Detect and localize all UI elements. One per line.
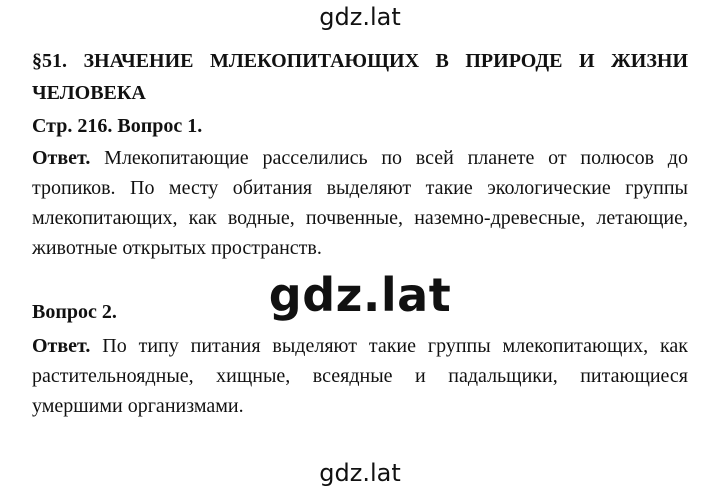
answer-1-label: Ответ. <box>32 147 91 169</box>
watermark-bottom: gdz.lat <box>319 459 401 487</box>
answer-1-paragraph <box>32 143 688 263</box>
question-2-heading: Вопрос 2. <box>32 301 117 323</box>
answer-2-text: По типу питания выделяют такие группы млекопитающих, как растительноядные, хищные, всеядные и падальщики, питающиеся умершими организмами. <box>32 335 688 417</box>
section-title: §51. ЗНАЧЕНИЕ МЛЕКОПИТАЮЩИХ В ПРИРОДЕ И ЖИЗНИ ЧЕЛОВЕКА <box>32 50 688 104</box>
watermark-middle: gdz.lat <box>268 268 452 322</box>
watermark-top: gdz.lat <box>319 3 401 31</box>
question-1-heading: Стр. 216. Вопрос 1. <box>32 115 203 137</box>
answer-1-text: Млекопитающие расселились по всей планете от полюсов до тропиков. По месту обитания выделяют такие экологические группы млекопитающих, как водные, почвенные, наземно-древесные, летающие, животные открытых пространств. <box>32 147 688 259</box>
answer-2-label: Ответ. <box>32 335 91 357</box>
answer-2-paragraph <box>32 331 688 421</box>
